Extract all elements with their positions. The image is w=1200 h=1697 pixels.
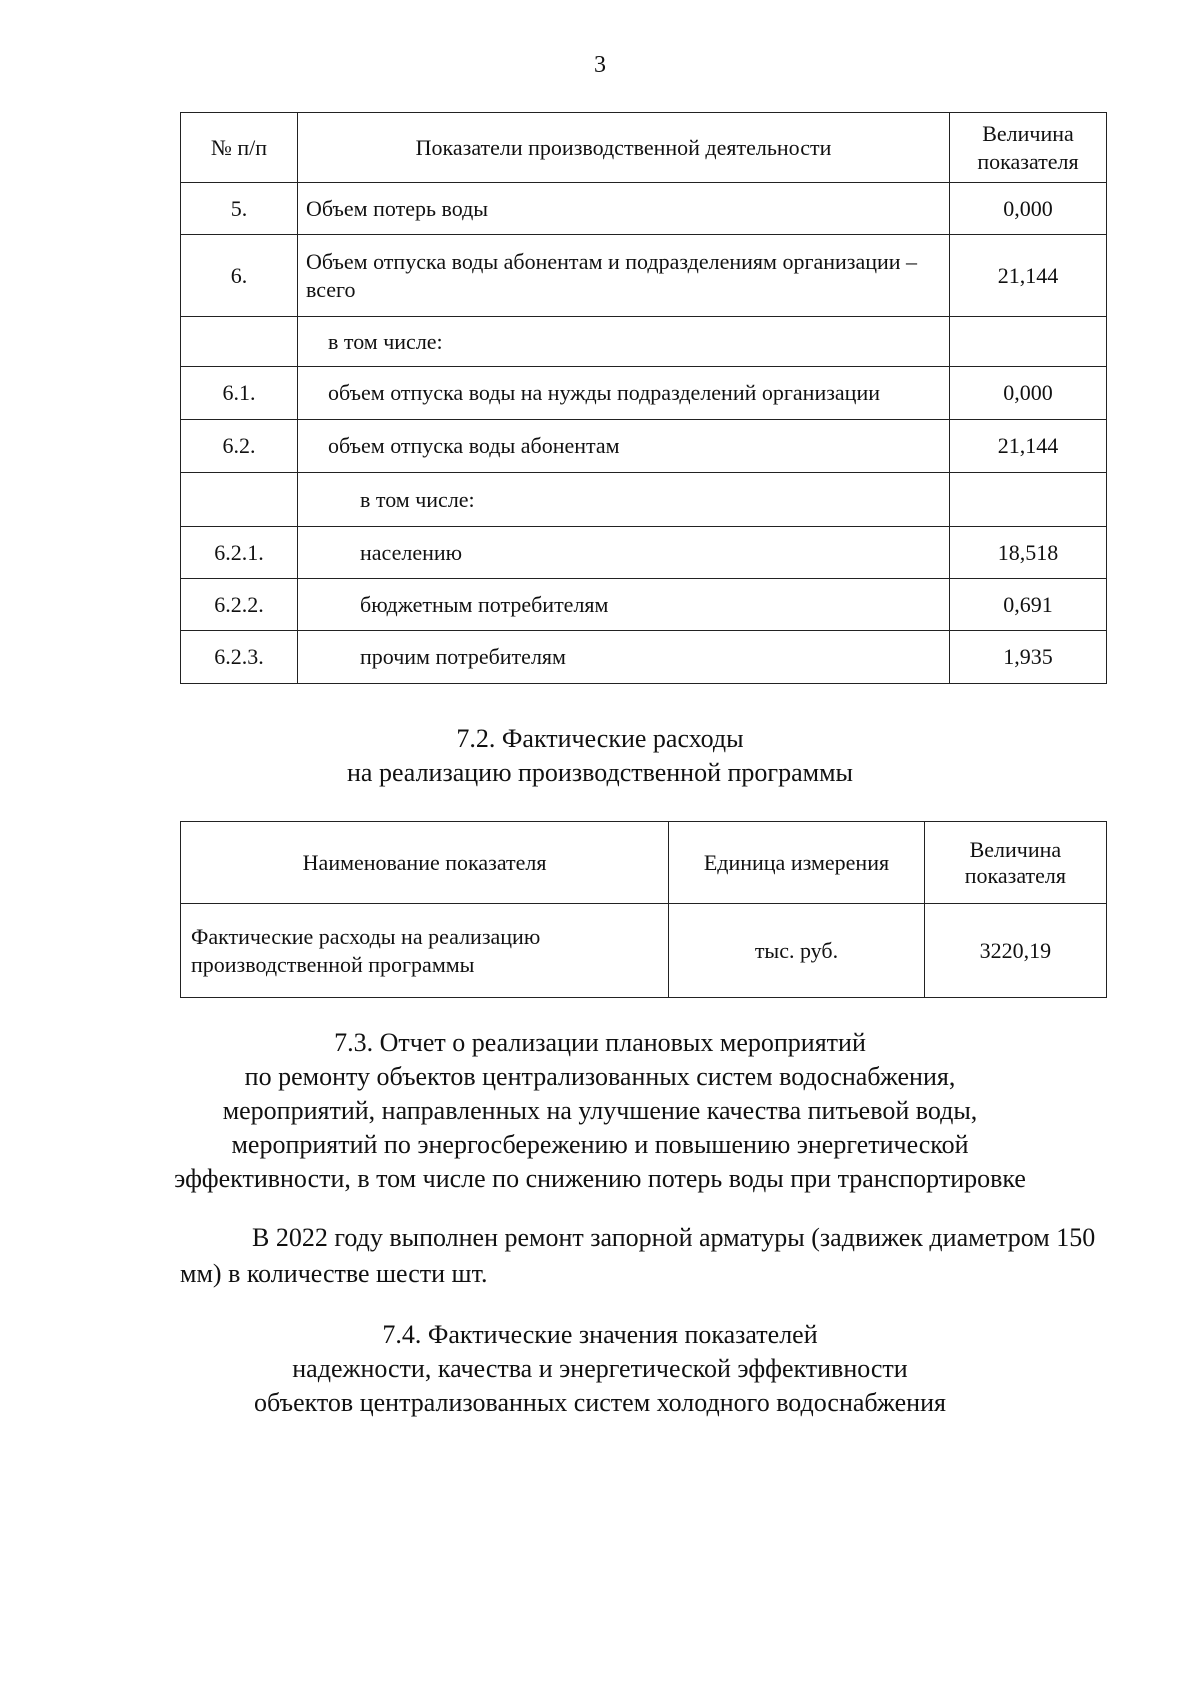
row-label: прочим потребителям: [298, 631, 950, 684]
table-row: [181, 420, 1107, 473]
header-num: № п/п: [181, 113, 298, 183]
section-7-3-title-line2: по ремонту объектов централизованных систем водоснабжения,: [244, 1062, 956, 1091]
section-7-3-title-line1: 7.3. Отчет о реализации плановых мероприятий: [334, 1028, 866, 1057]
table-header-row: [181, 113, 1107, 183]
row-label: в том числе:: [298, 473, 950, 527]
row-value: 0,691: [950, 579, 1107, 631]
header-value: Величина показателя: [950, 113, 1107, 183]
section-7-2-title-line1: 7.2. Фактические расходы: [456, 724, 744, 753]
table-row: [181, 367, 1107, 420]
table-row: [181, 527, 1107, 579]
row-value: 3220,19: [924, 904, 1106, 998]
section-7-4-title-line1: 7.4. Фактические значения показателей: [382, 1320, 818, 1349]
row-value: [950, 473, 1107, 527]
section-7-3-title-line4: мероприятий по энергосбережению и повышению энергетической: [231, 1130, 969, 1159]
row-num: 6.2.3.: [181, 631, 298, 684]
row-num: [181, 317, 298, 367]
row-value: [950, 317, 1107, 367]
row-num: [181, 473, 298, 527]
row-label: Объем потерь воды: [298, 183, 950, 235]
table-row: [181, 579, 1107, 631]
page-number: 3: [594, 52, 606, 78]
table-row: [181, 473, 1107, 527]
row-value: 0,000: [950, 183, 1107, 235]
section-7-4-title-line2: надежности, качества и энергетической эффективности: [292, 1354, 908, 1383]
row-label: в том числе:: [298, 317, 950, 367]
section-7-3-title-line5: эффективности, в том числе по снижению потерь воды при транспортировке: [174, 1164, 1026, 1193]
table-row: [181, 183, 1107, 235]
header-indicator: Показатели производственной деятельности: [298, 113, 950, 183]
row-label: бюджетным потребителям: [298, 579, 950, 631]
section-7-4-title-line3: объектов централизованных систем холодного водоснабжения: [254, 1388, 946, 1417]
table-row: [181, 235, 1107, 317]
table-header-row: [181, 822, 1107, 904]
section-7-2-title-line2: на реализацию производственной программы: [346, 758, 853, 787]
header-unit: Единица измерения: [669, 822, 925, 904]
table-row: [181, 317, 1107, 367]
table-row: [181, 631, 1107, 684]
row-label: объем отпуска воды на нужды подразделений организации: [298, 367, 950, 420]
row-label: Объем отпуска воды абонентам и подразделениям организации – всего: [298, 235, 950, 317]
section-7-3-title-line3: мероприятий, направленных на улучшение качества питьевой воды,: [222, 1096, 978, 1125]
header-name: Наименование показателя: [181, 822, 669, 904]
row-value: 21,144: [950, 235, 1107, 317]
row-value: 1,935: [950, 631, 1107, 684]
row-value: 21,144: [950, 420, 1107, 473]
row-num: 6.: [181, 235, 298, 317]
row-value: 0,000: [950, 367, 1107, 420]
row-num: 6.1.: [181, 367, 298, 420]
row-unit: тыс. руб.: [669, 904, 925, 998]
row-value: 18,518: [950, 527, 1107, 579]
actual-expenses-table: [180, 821, 1107, 998]
row-num: 6.2.1.: [181, 527, 298, 579]
row-num: 6.2.: [181, 420, 298, 473]
section-7-3-paragraph: В 2022 году выполнен ремонт запорной арматуры (задвижек диаметром 150 мм) в количестве шести шт.: [180, 1223, 1096, 1288]
row-label: объем отпуска воды абонентам: [298, 420, 950, 473]
row-label: населению: [298, 527, 950, 579]
row-num: 6.2.2.: [181, 579, 298, 631]
production-indicators-table: [180, 112, 1107, 684]
row-label: Фактические расходы на реализацию производственной программы: [181, 904, 669, 998]
header-value: Величина показателя: [924, 822, 1106, 904]
table-row: [181, 904, 1107, 998]
row-num: 5.: [181, 183, 298, 235]
